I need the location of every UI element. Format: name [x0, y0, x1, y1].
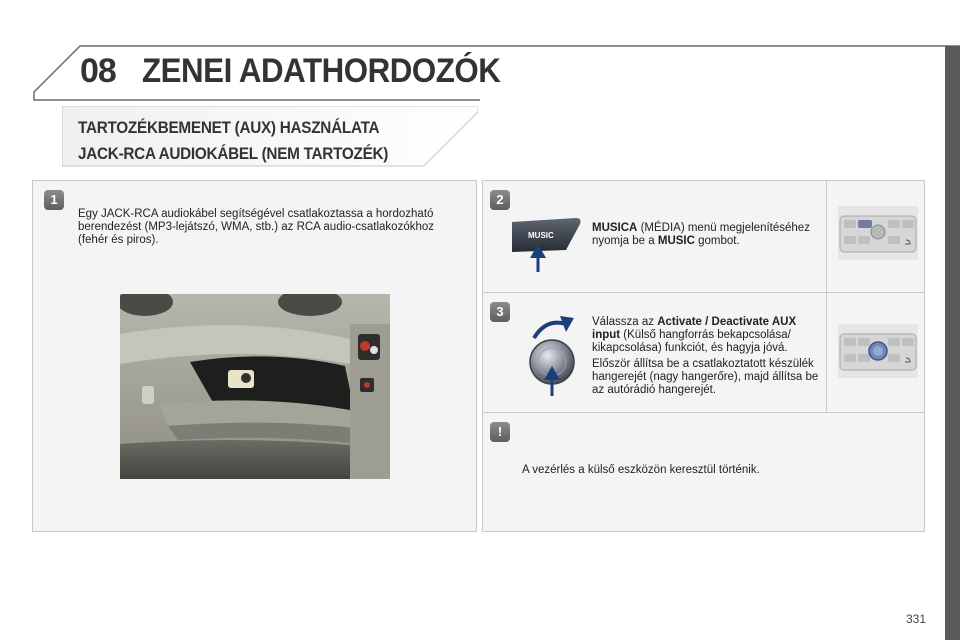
- musica-menu-name: MUSICA: [592, 222, 638, 234]
- section-title-line-2: JACK-RCA AUDIOKÁBEL (NEM TARTOZÉK): [78, 144, 389, 163]
- side-tab-bar: [945, 46, 960, 640]
- step-3-text-2: Először állítsa be a csatlakoztatott készülék hangerejét (nagy hangerőre), majd állítsa be az autórádió hangerejét.: [592, 358, 819, 396]
- chapter-title: ZENEI ADATHORDOZÓK: [142, 52, 501, 90]
- glovebox-photo: [120, 294, 390, 479]
- step-1-badge: 1: [44, 190, 64, 210]
- step-1-text: Egy JACK-RCA audiokábel segítségével csatlakoztassa a hordozható berendezést (MP3-lejátszó, WMA, stb.) az RCA audio-csatlakozókhoz (fehér és piros).: [78, 208, 435, 246]
- radio-panel-step-3: [838, 324, 918, 378]
- aux-option-name: Activate / Deactivate AUX input: [592, 316, 797, 341]
- step-3-text-1: Válassza az Activate / Deactivate AUX input (Külső hangforrás bekapcsolása/ kikapcsolása) funkciót, és hagyja jóvá.: [592, 316, 797, 354]
- step-divider-3-note: [482, 412, 925, 413]
- page-number: 331: [906, 612, 927, 626]
- music-button-name: MUSIC: [657, 235, 695, 247]
- step-2-text: MUSICA (MÉDIA) menü megjelenítéséhez nyomja be a MUSIC gombot.: [592, 222, 810, 247]
- step-2-vertical-divider: [826, 180, 827, 292]
- note-text: A vezérlés a külső eszközön keresztül történik.: [522, 464, 760, 476]
- rotary-knob-illustration: [520, 310, 590, 400]
- music-button-label: MUSIC: [528, 231, 554, 240]
- step-3-badge: 3: [490, 302, 510, 322]
- radio-panel-step-2: [838, 206, 918, 260]
- step-3-vertical-divider: [826, 292, 827, 412]
- step-2-badge: 2: [490, 190, 510, 210]
- music-button-illustration: [510, 212, 586, 274]
- section-title-line-1: TARTOZÉKBEMENET (AUX) HASZNÁLATA: [78, 118, 380, 137]
- step-divider-2-3: [482, 292, 925, 293]
- warning-badge: !: [490, 422, 510, 442]
- chapter-number: 08: [80, 52, 116, 90]
